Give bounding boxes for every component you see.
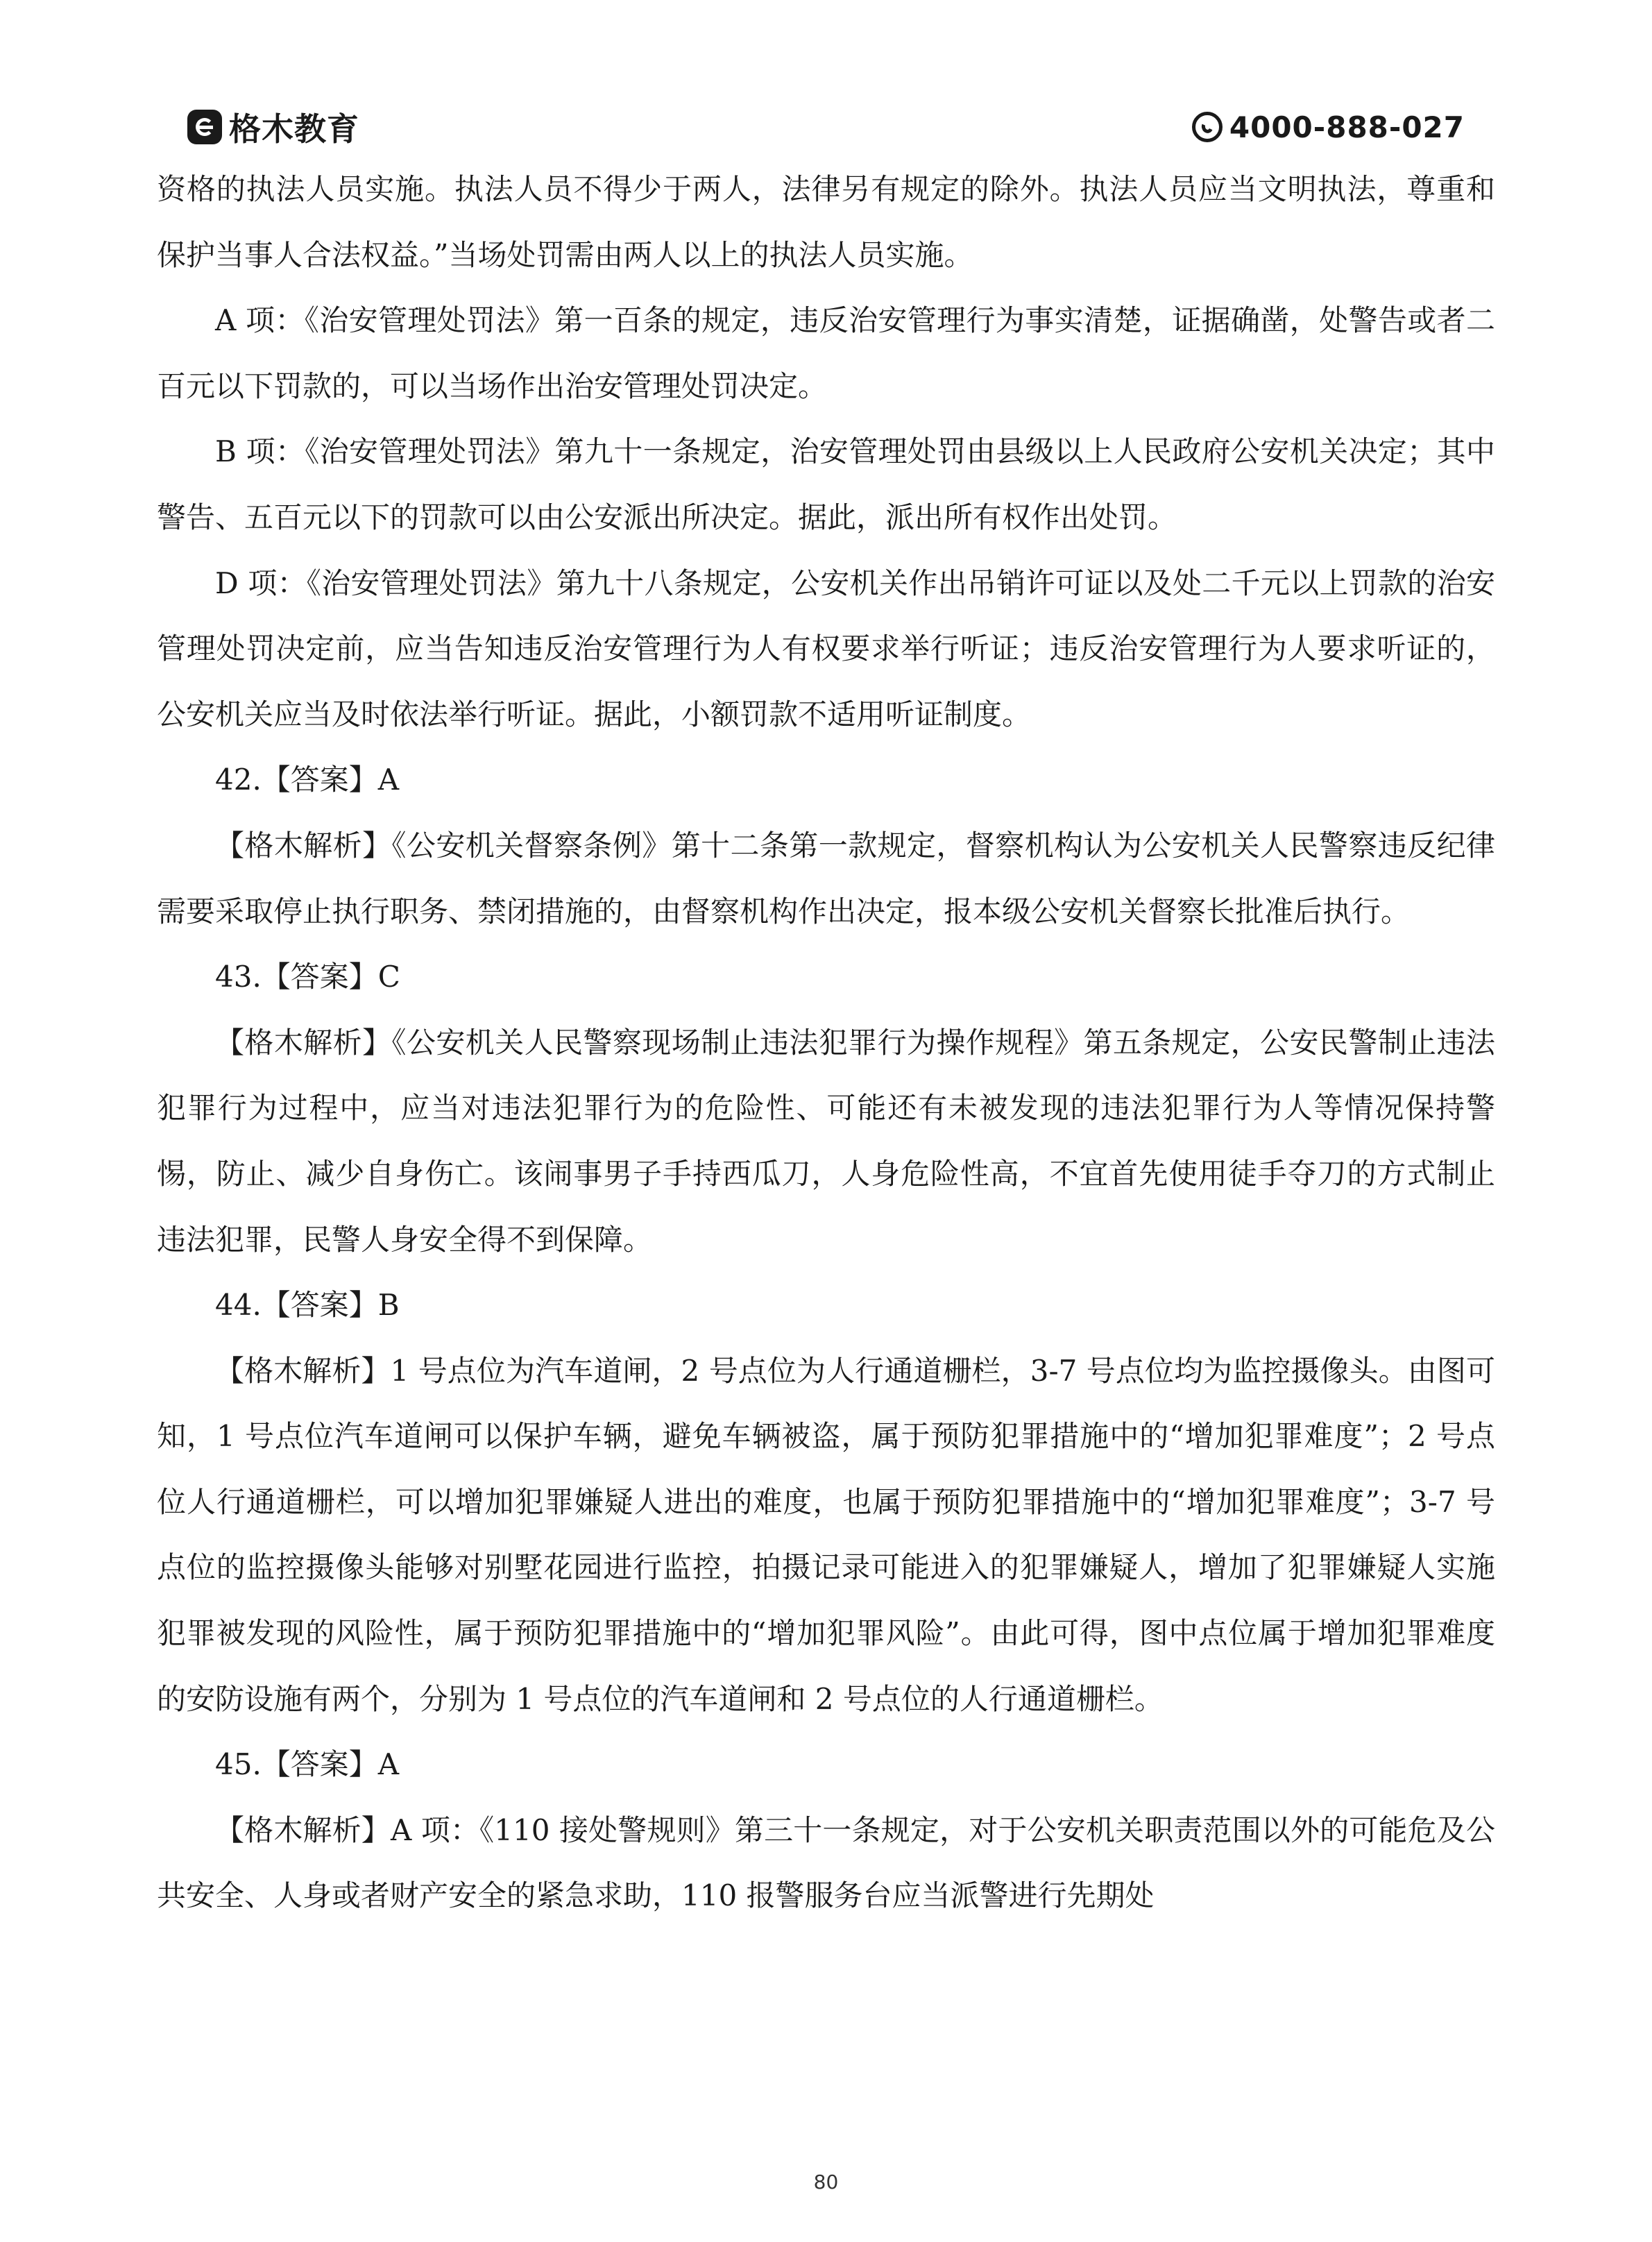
phone-contact: [1192, 110, 1465, 144]
answer-43: 43.【答案】C: [215, 960, 400, 994]
paragraph-continuation: 资格的执法人员实施。执法人员不得少于两人，法律另有规定的除外。执法人员应当文明执法，尊重和保护当事人合法权益。”当场处罚需由两人以上的执法人员实施。: [157, 172, 1495, 272]
analysis-44: 【格木解析】1 号点位为汽车道闸，2 号点位为人行通道栅栏，3-7 号点位均为监控摄像头。由图可知，1 号点位汽车道闸可以保护车辆，避免车辆被盗，属于预防犯罪措施中的“增加犯罪难度”；2 号点位人行通道栅栏，可以增加犯罪嫌疑人进出的难度，也属于预防犯罪措施中的“增加犯罪难度”；3-7 号点位的监控摄像头能够对别墅花园进行监控，拍摄记录可能进入的犯罪嫌疑人，增加了犯罪嫌疑人实施犯罪被发现的风险性，属于预防犯罪措施中的“增加犯罪风险”。由此可得，图中点位属于增加犯罪难度的安防设施有两个，分别为 1 号点位的汽车道闸和 2 号点位的人行通道栅栏。: [157, 1353, 1495, 1716]
paragraph-item-d: D 项：《治安管理处罚法》第九十八条规定，公安机关作出吊销许可证以及处二千元以上罚款的治安管理处罚决定前，应当告知违反治安管理行为人有权要求举行听证；违反治安管理行为人要求听证的，公安机关应当及时依法举行听证。据此，小额罚款不适用听证制度。: [157, 566, 1495, 731]
page-header: [187, 103, 1465, 151]
phone-icon: [1192, 112, 1223, 142]
answer-44: 44.【答案】B: [215, 1288, 400, 1323]
brand: [187, 104, 359, 150]
document-body: [157, 157, 1495, 1929]
analysis-43: 【格木解析】《公安机关人民警察现场制止违法犯罪行为操作规程》第五条规定，公安民警制止违法犯罪行为过程中，应当对违法犯罪行为的危险性、可能还有未被发现的违法犯罪行为人等情况保持警惕，防止、减少自身伤亡。该闹事男子手持西瓜刀，人身危险性高，不宜首先使用徒手夺刀的方式制止违法犯罪，民警人身安全得不到保障。: [157, 1025, 1495, 1257]
analysis-42: 【格木解析】《公安机关督察条例》第十二条第一款规定，督察机构认为公安机关人民警察违反纪律需要采取停止执行职务、禁闭措施的，由督察机构作出决定，报本级公安机关督察长批准后执行。: [157, 828, 1495, 928]
paragraph-item-a: A 项：《治安管理处罚法》第一百条的规定，违反治安管理行为事实清楚，证据确凿，处警告或者二百元以下罚款的，可以当场作出治安管理处罚决定。: [157, 303, 1495, 403]
phone-number: 4000-888-027: [1229, 110, 1465, 144]
answer-42: 42.【答案】A: [215, 763, 400, 797]
paragraph-item-b: B 项：《治安管理处罚法》第九十一条规定，治安管理处罚由县级以上人民政府公安机关决定；其中警告、五百元以下的罚款可以由公安派出所决定。据此，派出所有权作出处罚。: [157, 434, 1495, 534]
brand-name: 格木教育: [229, 110, 359, 148]
answer-45: 45.【答案】A: [215, 1747, 400, 1782]
gemu-logo-icon: [187, 110, 222, 144]
page-number: 80: [813, 2171, 839, 2193]
analysis-45: 【格木解析】A 项：《110 接处警规则》第三十一条规定，对于公安机关职责范围以外的可能危及公共安全、人身或者财产安全的紧急求助，110 报警服务台应当派警进行先期处: [157, 1812, 1495, 1913]
